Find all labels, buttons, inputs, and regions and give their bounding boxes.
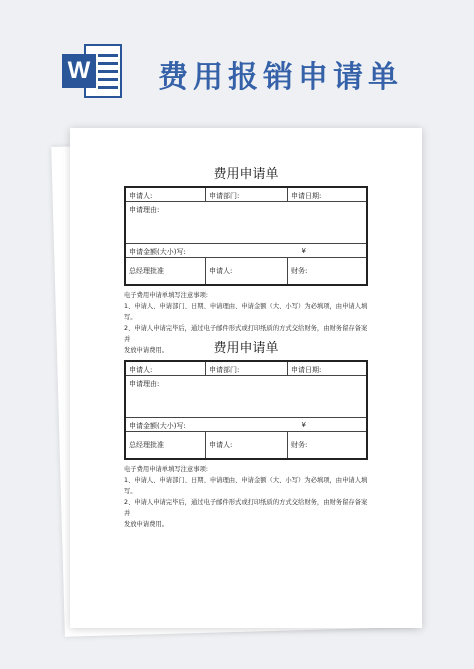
notes-item-1: 1、申请人、申请部门、日期、申请理由、申请金额（大、小写）为必填项，由申请人填写。 (124, 477, 368, 495)
applicant-field[interactable]: 申请人: (126, 188, 206, 201)
finance-field[interactable]: 财务: (291, 267, 308, 275)
form-notes (124, 464, 368, 530)
department-field[interactable]: 申请部门: (206, 362, 288, 375)
date-field[interactable]: 申请日期: (291, 192, 322, 200)
amount-field[interactable]: 申请金额(大小)写: (129, 422, 186, 430)
amount-field[interactable]: 申请金额(大小)写: (129, 248, 186, 256)
word-w-icon: W (62, 54, 96, 88)
form-title: 费用申请单 (213, 167, 279, 182)
notes-heading: 电子费用申请单填写注意事项: (124, 292, 208, 299)
notes-item-2: 2、申请人申请完毕后，通过电子邮件形式或打印纸质的方式交给财务，由财务留存备案并 (124, 499, 368, 517)
notes-item-2-cont: 发放申请费用。 (124, 347, 169, 354)
word-icon (62, 44, 124, 98)
notes-item-2-cont: 发放申请费用。 (124, 521, 169, 528)
notes-heading: 电子费用申请单填写注意事项: (124, 466, 208, 473)
header-title: 费用报销申请单 (158, 60, 403, 95)
reason-field[interactable]: 申请理由: (129, 206, 160, 214)
applicant-signature-field[interactable]: 申请人: (206, 258, 288, 284)
expense-form-1 (124, 166, 368, 356)
finance-field[interactable]: 财务: (291, 441, 308, 449)
applicant-field[interactable]: 申请人: (126, 362, 206, 375)
expense-form-2 (124, 340, 368, 530)
reason-field[interactable]: 申请理由: (129, 380, 160, 388)
applicant-signature-field[interactable]: 申请人: (206, 432, 288, 458)
currency-symbol: ¥ (301, 421, 306, 429)
date-field[interactable]: 申请日期: (291, 366, 322, 374)
form-title: 费用申请单 (213, 341, 279, 356)
currency-symbol: ¥ (301, 247, 306, 255)
form-table (124, 186, 368, 286)
header (0, 0, 474, 110)
document-page (70, 128, 422, 628)
gm-approval-field[interactable]: 总经理批准 (126, 258, 206, 284)
form-table (124, 360, 368, 460)
department-field[interactable]: 申请部门: (206, 188, 288, 201)
notes-item-2: 2、申请人申请完毕后，通过电子邮件形式或打印纸质的方式交给财务，由财务留存备案并 (124, 325, 368, 343)
gm-approval-field[interactable]: 总经理批准 (126, 432, 206, 458)
notes-item-1: 1、申请人、申请部门、日期、申请理由、申请金额（大、小写）为必填项，由申请人填写。 (124, 303, 368, 321)
